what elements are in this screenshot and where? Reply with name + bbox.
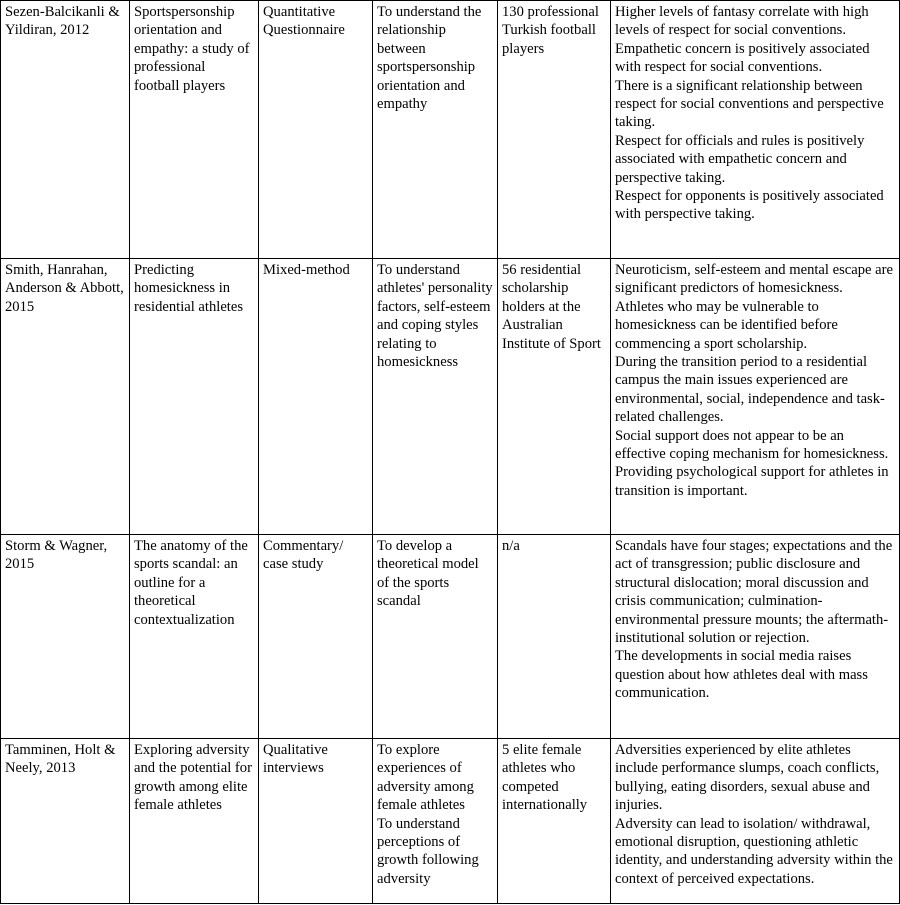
aim-item: To understand the relationship between sportspersonship orientation and empathy	[377, 4, 482, 113]
method-cell: Quantitative Questionnaire	[259, 1, 373, 259]
aim-cell	[373, 259, 498, 535]
sample-cell: 56 residential scholarship holders at the Australian Institute of Sport	[498, 259, 611, 535]
method-cell: Qualitative interviews	[259, 739, 373, 904]
sample-cell: 130 professional Turkish football players	[498, 1, 611, 259]
finding-item: Scandals have four stages; expectations and the act of transgression; public disclosure and structural dislocation; moral discussion and crisis communication; culmination- environmental pressure mounts; the aftermath- institutional solution or rejection.	[615, 538, 893, 647]
aim-cell	[373, 739, 498, 904]
aim-item: To explore experiences of adversity among female athletes	[377, 742, 474, 814]
aim-item: To develop a theoretical model of the sports scandal	[377, 538, 479, 610]
aim-cell	[373, 535, 498, 739]
title-cell: The anatomy of the sports scandal: an outline for a theoretical contextualization	[130, 535, 259, 739]
finding-item: There is a significant relationship between respect for social conventions and perspective taking.	[615, 77, 884, 131]
method-cell: Commentary/ case study	[259, 535, 373, 739]
aim-item: To understand perceptions of growth following adversity	[377, 815, 479, 887]
findings-cell	[611, 535, 900, 739]
table-row	[1, 739, 900, 904]
author-cell: Sezen-Balcikanli & Yildiran, 2012	[1, 1, 130, 259]
finding-item: Social support does not appear to be an effective coping mechanism for homesickness.	[615, 427, 889, 463]
finding-item: The developments in social media raises question about how athletes deal with mass communication.	[615, 648, 868, 702]
aim-cell	[373, 1, 498, 259]
findings-cell	[611, 1, 900, 259]
findings-cell	[611, 259, 900, 535]
finding-item: Respect for officials and rules is positively associated with empathetic concern and perspective taking.	[615, 132, 865, 186]
author-cell: Smith, Hanrahan, Anderson & Abbott, 2015	[1, 259, 130, 535]
finding-item: Empathetic concern is positively associated with respect for social conventions.	[615, 40, 870, 76]
finding-item: Adversities experienced by elite athletes include performance slumps, coach conflicts, bullying, eating disorders, sexual abuse and injuries.	[615, 742, 880, 814]
finding-item: Athletes who may be vulnerable to homesickness can be identified before commencing a sport scholarship.	[615, 298, 838, 352]
aim-item: To understand athletes' personality factors, self-esteem and coping styles relating to homesickness	[377, 262, 493, 371]
sample-cell: n/a	[498, 535, 611, 739]
title-cell: Sportspersonship orientation and empathy: a study of professional football players	[130, 1, 259, 259]
author-cell: Tamminen, Holt & Neely, 2013	[1, 739, 130, 904]
method-cell: Mixed-method	[259, 259, 373, 535]
author-cell: Storm & Wagner, 2015	[1, 535, 130, 739]
finding-item: Higher levels of fantasy correlate with high levels of respect for social conventions.	[615, 4, 869, 39]
finding-item: Neuroticism, self-esteem and mental escape are significant predictors of homesickness.	[615, 262, 893, 297]
finding-item: During the transition period to a residential campus the main issues experienced are environmental, social, independence and task-related challenges.	[615, 354, 885, 426]
sample-cell: 5 elite female athletes who competed internationally	[498, 739, 611, 904]
title-cell: Exploring adversity and the potential for growth among elite female athletes	[130, 739, 259, 904]
finding-item: Adversity can lead to isolation/ withdrawal, emotional disruption, questioning athletic identity, and understanding adversity within the context of perceived expectations.	[615, 815, 893, 887]
findings-cell	[611, 739, 900, 904]
title-cell: Predicting homesickness in residential athletes	[130, 259, 259, 535]
finding-item: Providing psychological support for athletes in transition is important.	[615, 464, 889, 499]
table-row	[1, 1, 900, 259]
finding-item: Respect for opponents is positively associated with perspective taking.	[615, 188, 884, 223]
table-row	[1, 259, 900, 535]
table-row	[1, 535, 900, 739]
